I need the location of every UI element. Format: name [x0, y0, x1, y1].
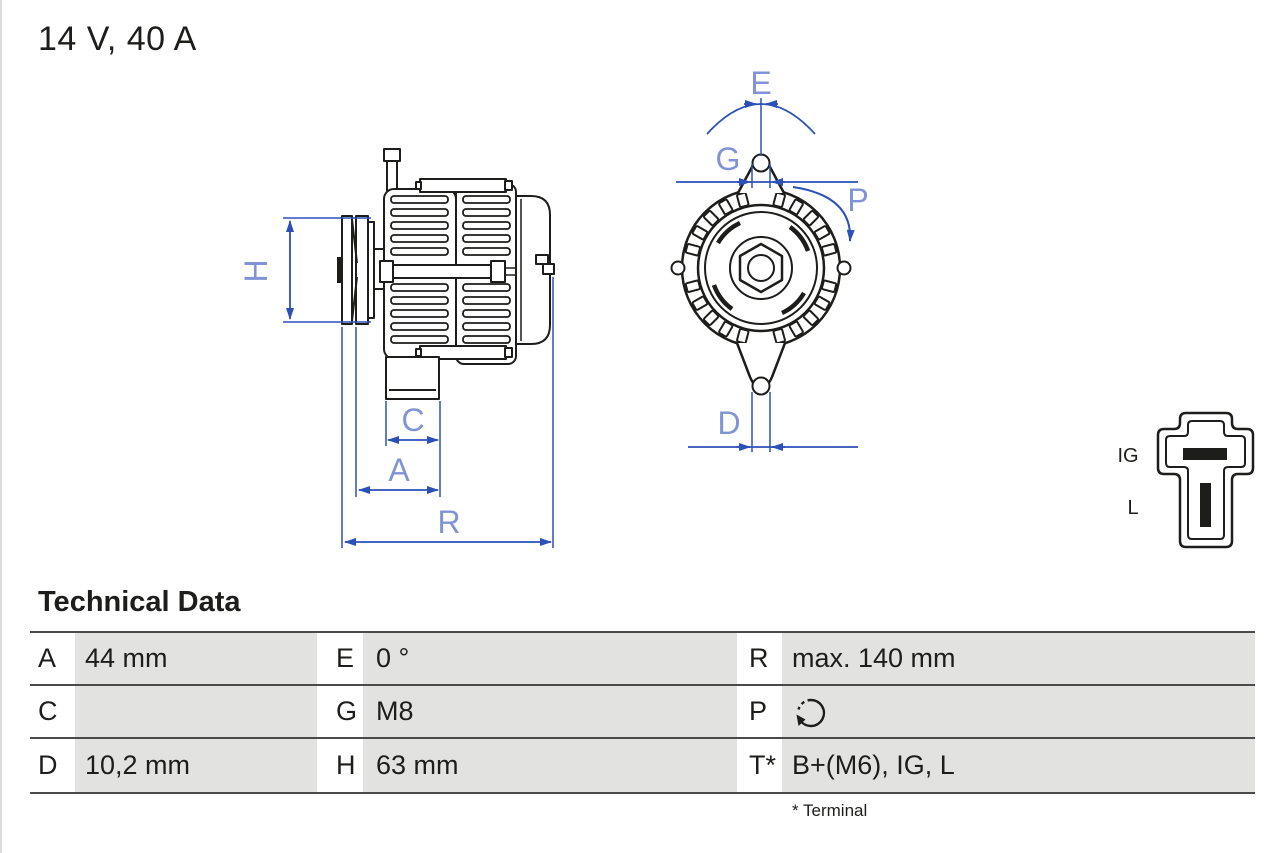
dim-label-h: H	[238, 259, 274, 283]
bplus-terminal-nut	[543, 264, 554, 274]
dim-label-d: D	[717, 405, 741, 441]
dim-label-e: E	[750, 65, 772, 101]
mid-band-clip-right	[491, 261, 505, 282]
rotation-direction-icon	[792, 693, 830, 731]
dim-label-c: C	[401, 402, 425, 438]
table-label-e: E	[317, 633, 363, 686]
technical-data-heading: Technical Data	[38, 586, 241, 618]
dim-label-p: P	[847, 182, 869, 218]
top-bracket-bolt-right	[505, 181, 512, 190]
dim-label-r: R	[437, 504, 461, 540]
top-bracket-bolt-left	[416, 182, 421, 189]
dim-label-g: G	[715, 141, 741, 177]
bplus-terminal	[536, 255, 548, 264]
table-value-a: 44 mm	[75, 633, 317, 686]
table-label-h: H	[317, 739, 363, 794]
bottom-bracket-bolt-right	[505, 348, 512, 357]
right-ear-hole	[838, 262, 851, 275]
table-label-d: D	[30, 739, 75, 794]
shaft-center-hole	[748, 255, 774, 281]
table-label-r: R	[737, 633, 782, 686]
table-label-c: C	[30, 686, 75, 739]
connector-box	[386, 357, 439, 399]
table-label-a: A	[30, 633, 75, 686]
dim-label-a: A	[388, 452, 410, 488]
table-label-g: G	[317, 686, 363, 739]
adjuster-lug	[387, 161, 397, 192]
top-lug-hole	[753, 155, 770, 172]
mid-band-clip-left	[380, 261, 393, 282]
table-value-h: 63 mm	[363, 739, 737, 794]
connector-label-ig: IG	[1117, 445, 1139, 467]
table-label-t: T*	[737, 739, 782, 794]
table-value-e: 0 °	[363, 633, 737, 686]
connector-label-l: L	[1127, 497, 1139, 519]
table-value-g: M8	[363, 686, 737, 739]
mid-band	[393, 265, 492, 278]
alternator-side-view	[337, 149, 554, 399]
ig-terminal-blade	[1183, 448, 1227, 460]
d-extension-lines	[752, 392, 770, 452]
page-title: 14 V, 40 A	[38, 20, 197, 58]
top-bracket	[420, 179, 506, 192]
table-value-c	[75, 686, 317, 739]
table-value-r: max. 140 mm	[782, 633, 1255, 686]
alternator-front-view	[672, 155, 851, 395]
l-terminal-blade	[1200, 483, 1211, 527]
technical-data-table	[30, 631, 1255, 794]
bottom-bracket-bolt-left	[416, 349, 421, 356]
table-value-d: 10,2 mm	[75, 739, 317, 794]
pulley-disc-rear	[356, 216, 368, 324]
table-value-p	[782, 686, 1255, 739]
bottom-lug-hole	[753, 378, 770, 395]
pulley-disc-front	[342, 216, 352, 324]
table-label-p: P	[737, 686, 782, 739]
plug-connector-diagram	[1158, 413, 1253, 547]
adjuster-lug-cap	[384, 149, 400, 161]
table-value-t: B+(M6), IG, L	[782, 739, 1255, 794]
terminal-footnote: * Terminal	[792, 801, 868, 820]
left-ear-hole	[672, 262, 685, 275]
